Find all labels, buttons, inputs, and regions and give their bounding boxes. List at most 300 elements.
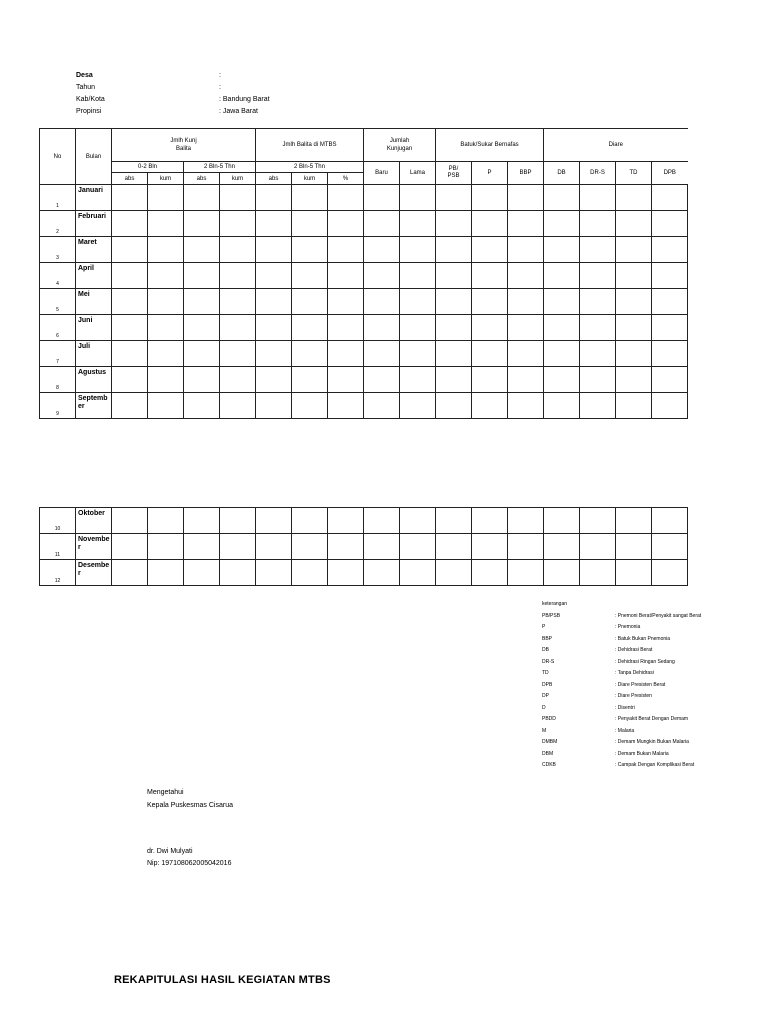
data-cell[interactable] (328, 237, 364, 263)
row-number: 4 (40, 263, 76, 289)
data-cell[interactable] (256, 367, 292, 393)
legend-item (542, 691, 688, 703)
data-cell[interactable] (580, 341, 616, 367)
legend-code: DB (542, 647, 549, 653)
data-cell[interactable] (220, 237, 256, 263)
kum-3: kum (292, 173, 328, 185)
data-cell[interactable] (220, 185, 256, 211)
data-cell[interactable] (436, 367, 472, 393)
data-cell[interactable] (292, 393, 328, 419)
data-cell[interactable] (112, 534, 148, 560)
table-row (40, 237, 688, 263)
data-cell[interactable] (616, 289, 652, 315)
data-cell[interactable] (112, 211, 148, 237)
kab-value: : Bandung Barat (219, 96, 270, 103)
data-cell[interactable] (184, 263, 220, 289)
propinsi-label: Propinsi (76, 108, 102, 115)
data-cell[interactable] (616, 341, 652, 367)
table-row (40, 211, 688, 237)
data-cell[interactable] (220, 560, 256, 586)
legend-desc: : Tanpa Dehidrasi (615, 670, 654, 676)
legend-title: keterangan (542, 601, 568, 607)
data-cell[interactable] (328, 393, 364, 419)
data-cell[interactable] (652, 211, 688, 237)
data-cell[interactable] (184, 534, 220, 560)
data-cell[interactable] (544, 185, 580, 211)
row-number: 11 (40, 534, 76, 560)
data-cell[interactable] (400, 341, 436, 367)
data-cell[interactable] (472, 185, 508, 211)
legend-code: DPB (542, 681, 553, 688)
data-cell[interactable] (544, 534, 580, 560)
data-cell[interactable] (436, 185, 472, 211)
legend-desc: : Diare Presisten (615, 693, 652, 699)
data-cell[interactable] (292, 211, 328, 237)
data-cell[interactable] (256, 263, 292, 289)
desa-label: Desa (76, 72, 93, 79)
legend-item (542, 680, 688, 692)
data-cell[interactable] (652, 367, 688, 393)
data-cell[interactable] (400, 315, 436, 341)
col-jumlah-header: Jumlah Kunjugan (364, 129, 436, 162)
legend-item (542, 622, 688, 634)
data-cell[interactable] (508, 341, 544, 367)
data-cell[interactable] (508, 534, 544, 560)
month-name: Februari (76, 211, 112, 237)
col-drs: DR-S (580, 162, 616, 185)
data-cell[interactable] (220, 289, 256, 315)
data-cell[interactable] (652, 341, 688, 367)
legend-desc: : Batuk Bukan Pnemonia (615, 635, 671, 642)
month-name: Mei (76, 289, 112, 315)
data-cell[interactable] (184, 237, 220, 263)
data-cell[interactable] (364, 367, 400, 393)
data-cell[interactable] (328, 185, 364, 211)
data-cell[interactable] (436, 237, 472, 263)
data-cell[interactable] (580, 185, 616, 211)
data-cell[interactable] (148, 560, 184, 586)
table-row (40, 289, 688, 315)
month-name: Agustus (76, 367, 112, 393)
kepala-role: Kepala Puskesmas Cisarua (147, 802, 233, 809)
legend-desc: : Pnemoni Berat/Penyakit sangat Berat (615, 612, 702, 619)
data-cell[interactable] (652, 508, 688, 534)
data-cell[interactable] (184, 185, 220, 211)
document-title: REKAPITULASI HASIL KEGIATAN MTBS (114, 974, 331, 986)
legend-item (542, 611, 702, 623)
table-row (40, 367, 688, 393)
data-cell[interactable] (148, 393, 184, 419)
col-no-header: No (40, 129, 76, 185)
row-number: 12 (40, 560, 76, 586)
data-cell[interactable] (112, 289, 148, 315)
data-cell[interactable] (184, 211, 220, 237)
data-cell[interactable] (112, 237, 148, 263)
col-bulan-header: Bulan (76, 129, 112, 185)
month-name: Januari (76, 185, 112, 211)
data-cell[interactable] (580, 534, 616, 560)
data-cell[interactable] (580, 367, 616, 393)
legend-item (542, 737, 688, 749)
data-cell[interactable] (400, 263, 436, 289)
data-cell[interactable] (616, 393, 652, 419)
data-cell[interactable] (292, 508, 328, 534)
data-cell[interactable] (148, 508, 184, 534)
data-cell[interactable] (328, 341, 364, 367)
row-number: 2 (40, 211, 76, 237)
data-cell[interactable] (508, 237, 544, 263)
data-cell[interactable] (616, 185, 652, 211)
month-name: Oktober (76, 508, 112, 534)
data-cell[interactable] (220, 367, 256, 393)
data-cell[interactable] (112, 185, 148, 211)
legend-code: M (542, 727, 547, 734)
data-cell[interactable] (292, 534, 328, 560)
data-cell[interactable] (148, 367, 184, 393)
data-cell[interactable] (256, 393, 292, 419)
data-cell[interactable] (544, 341, 580, 367)
row-number: 10 (40, 508, 76, 534)
data-cell[interactable] (364, 289, 400, 315)
data-cell[interactable] (616, 367, 652, 393)
data-cell[interactable] (472, 367, 508, 393)
data-cell[interactable] (148, 315, 184, 341)
data-cell[interactable] (292, 185, 328, 211)
legend-code: DBM (542, 750, 554, 757)
legend-code: TD (542, 670, 549, 676)
data-cell[interactable] (364, 560, 400, 586)
month-name: November (76, 534, 112, 560)
legend-code: P (542, 624, 546, 630)
data-cell[interactable] (220, 341, 256, 367)
data-cell[interactable] (256, 508, 292, 534)
data-cell[interactable] (436, 211, 472, 237)
data-cell[interactable] (328, 263, 364, 289)
legend-item (542, 714, 688, 726)
data-cell[interactable] (616, 315, 652, 341)
data-cell[interactable] (508, 289, 544, 315)
data-cell[interactable] (544, 560, 580, 586)
data-cell[interactable] (400, 534, 436, 560)
data-cell[interactable] (256, 560, 292, 586)
data-cell[interactable] (616, 508, 652, 534)
abs-3: abs (256, 173, 292, 185)
data-cell[interactable] (364, 508, 400, 534)
data-cell[interactable] (328, 367, 364, 393)
col-p: P (472, 162, 508, 185)
data-cell[interactable] (616, 560, 652, 586)
col-batuk-header: Batuk/Sukar Bernafas (436, 129, 544, 162)
data-cell[interactable] (436, 289, 472, 315)
data-cell[interactable] (508, 211, 544, 237)
data-cell[interactable] (436, 341, 472, 367)
data-cell[interactable] (292, 237, 328, 263)
col-bbp: BBP (508, 162, 544, 185)
data-cell[interactable] (256, 185, 292, 211)
data-cell[interactable] (184, 508, 220, 534)
month-name: September (76, 393, 112, 419)
data-cell[interactable] (652, 237, 688, 263)
data-cell[interactable] (508, 315, 544, 341)
data-cell[interactable] (508, 185, 544, 211)
data-cell[interactable] (652, 315, 688, 341)
legend-desc: : Penyakit Berat Dengan Demam (615, 716, 689, 722)
legend (542, 599, 702, 772)
data-cell[interactable] (472, 341, 508, 367)
sub-2bln-5thn-a: 2 Bln-5 Thn (184, 162, 256, 173)
data-cell[interactable] (652, 289, 688, 315)
row-number: 8 (40, 367, 76, 393)
data-cell[interactable] (184, 315, 220, 341)
row-number: 3 (40, 237, 76, 263)
sub-2bln-5thn-b: 2 Bln-5 Thn (256, 162, 364, 173)
data-cell[interactable] (472, 263, 508, 289)
legend-item (542, 645, 688, 657)
row-number: 1 (40, 185, 76, 211)
data-cell[interactable] (328, 560, 364, 586)
data-cell[interactable] (256, 341, 292, 367)
legend-desc: : Pnemonia (615, 624, 641, 630)
data-cell[interactable] (328, 315, 364, 341)
col-kunj-header: Jmlh Kunj Balita (112, 129, 256, 162)
col-lama: Lama (400, 162, 436, 185)
month-name: Desember (76, 560, 112, 586)
data-cell[interactable] (112, 560, 148, 586)
data-cell[interactable] (472, 508, 508, 534)
data-cell[interactable] (400, 367, 436, 393)
table-row (40, 341, 688, 367)
data-cell[interactable] (292, 560, 328, 586)
legend-desc: : Demam Bukan Malaria (615, 750, 669, 757)
data-cell[interactable] (328, 508, 364, 534)
rekap-table-bottom (39, 507, 688, 586)
data-cell[interactable] (436, 263, 472, 289)
kab-label: Kab/Kota (76, 96, 105, 103)
table-row (40, 393, 688, 419)
data-cell[interactable] (184, 341, 220, 367)
data-cell[interactable] (148, 263, 184, 289)
data-cell[interactable] (220, 534, 256, 560)
data-cell[interactable] (508, 560, 544, 586)
data-cell[interactable] (184, 367, 220, 393)
legend-item (542, 726, 688, 738)
data-cell[interactable] (472, 315, 508, 341)
data-cell[interactable] (112, 508, 148, 534)
table-row (40, 263, 688, 289)
data-cell[interactable] (508, 263, 544, 289)
legend-item (542, 749, 688, 761)
data-cell[interactable] (364, 393, 400, 419)
kum-2: kum (220, 173, 256, 185)
percent: % (328, 173, 364, 185)
data-cell[interactable] (580, 289, 616, 315)
desa-value: : (219, 72, 221, 79)
data-cell[interactable] (400, 560, 436, 586)
data-cell[interactable] (112, 263, 148, 289)
row-number: 5 (40, 289, 76, 315)
data-cell[interactable] (112, 367, 148, 393)
row-number: 6 (40, 315, 76, 341)
month-name: Maret (76, 237, 112, 263)
tahun-value: : (219, 84, 221, 91)
mengetahui-text: Mengetahui (147, 789, 184, 796)
legend-desc: : Dehidrasi Berat (615, 647, 653, 653)
data-cell[interactable] (364, 534, 400, 560)
data-cell[interactable] (400, 289, 436, 315)
data-cell[interactable] (256, 211, 292, 237)
data-cell[interactable] (544, 315, 580, 341)
data-cell[interactable] (364, 315, 400, 341)
data-cell[interactable] (220, 508, 256, 534)
data-cell[interactable] (184, 393, 220, 419)
data-cell[interactable] (328, 211, 364, 237)
legend-code: DP (542, 693, 549, 699)
data-cell[interactable] (544, 211, 580, 237)
data-cell[interactable] (400, 393, 436, 419)
data-cell[interactable] (436, 508, 472, 534)
data-cell[interactable] (472, 393, 508, 419)
sub-0-2-bln: 0-2 Bln (112, 162, 184, 173)
data-cell[interactable] (652, 534, 688, 560)
legend-item (542, 634, 688, 646)
data-cell[interactable] (580, 237, 616, 263)
abs-1: abs (112, 173, 148, 185)
data-cell[interactable] (580, 560, 616, 586)
legend-desc: : Diare Presisten Berat (615, 681, 666, 688)
data-cell[interactable] (472, 560, 508, 586)
tahun-label: Tahun (76, 84, 96, 91)
legend-desc: : Disentri (615, 704, 635, 711)
legend-code: BBP (542, 635, 553, 642)
legend-code: DR-S (542, 658, 555, 665)
month-name: April (76, 263, 112, 289)
data-cell[interactable] (148, 185, 184, 211)
data-cell[interactable] (544, 289, 580, 315)
data-cell[interactable] (472, 534, 508, 560)
data-cell[interactable] (220, 263, 256, 289)
data-cell[interactable] (652, 185, 688, 211)
data-cell[interactable] (616, 211, 652, 237)
data-cell[interactable] (508, 367, 544, 393)
data-cell[interactable] (292, 289, 328, 315)
data-cell[interactable] (400, 211, 436, 237)
month-name: Juli (76, 341, 112, 367)
data-cell[interactable] (580, 315, 616, 341)
data-cell[interactable] (292, 367, 328, 393)
legend-code: CDKB (542, 762, 556, 768)
data-cell[interactable] (112, 315, 148, 341)
data-cell[interactable] (220, 393, 256, 419)
signer-name: dr. Dwi Mulyati (147, 848, 193, 855)
data-cell[interactable] (256, 534, 292, 560)
propinsi-value: : Jawa Barat (219, 108, 258, 115)
data-cell[interactable] (616, 237, 652, 263)
data-cell[interactable] (292, 341, 328, 367)
data-cell[interactable] (400, 508, 436, 534)
data-cell[interactable] (148, 341, 184, 367)
data-cell[interactable] (220, 211, 256, 237)
data-cell[interactable] (472, 211, 508, 237)
data-cell[interactable] (148, 534, 184, 560)
data-cell[interactable] (148, 237, 184, 263)
legend-desc: : Campak Dengan Komplikasi Berat (615, 762, 695, 768)
data-cell[interactable] (472, 237, 508, 263)
data-cell[interactable] (436, 393, 472, 419)
col-diare-header: Diare (544, 129, 688, 162)
data-cell[interactable] (400, 237, 436, 263)
table-row (40, 185, 688, 211)
data-cell[interactable] (508, 508, 544, 534)
data-cell[interactable] (472, 289, 508, 315)
data-cell[interactable] (652, 263, 688, 289)
col-baru: Baru (364, 162, 400, 185)
data-cell[interactable] (652, 393, 688, 419)
data-cell[interactable] (652, 560, 688, 586)
col-mtbs-header: Jmlh Balita di MTBS (256, 129, 364, 162)
col-db: DB (544, 162, 580, 185)
legend-desc: : Dehidrasi Ringan Sedang (615, 658, 675, 665)
data-cell[interactable] (148, 211, 184, 237)
col-dpb: DPB (652, 162, 688, 185)
data-cell[interactable] (616, 263, 652, 289)
data-cell[interactable] (544, 508, 580, 534)
data-cell[interactable] (544, 237, 580, 263)
data-cell[interactable] (580, 393, 616, 419)
legend-desc: : Malaria (615, 727, 635, 734)
data-cell[interactable] (544, 263, 580, 289)
signer-nip: Nip: 197108062005042016 (147, 860, 232, 867)
data-cell[interactable] (184, 560, 220, 586)
data-cell[interactable] (328, 289, 364, 315)
data-cell[interactable] (220, 315, 256, 341)
data-cell[interactable] (292, 315, 328, 341)
row-number: 7 (40, 341, 76, 367)
data-cell[interactable] (580, 211, 616, 237)
data-cell[interactable] (256, 289, 292, 315)
data-cell[interactable] (184, 289, 220, 315)
data-cell[interactable] (544, 367, 580, 393)
data-cell[interactable] (436, 534, 472, 560)
row-number: 9 (40, 393, 76, 419)
data-cell[interactable] (364, 263, 400, 289)
data-cell[interactable] (364, 237, 400, 263)
kum-1: kum (148, 173, 184, 185)
data-cell[interactable] (580, 508, 616, 534)
data-cell[interactable] (112, 341, 148, 367)
legend-code: PB/PSB (542, 612, 561, 619)
data-cell[interactable] (256, 237, 292, 263)
data-cell[interactable] (508, 393, 544, 419)
data-cell[interactable] (400, 185, 436, 211)
data-cell[interactable] (148, 289, 184, 315)
data-cell[interactable] (616, 534, 652, 560)
data-cell[interactable] (364, 211, 400, 237)
data-cell[interactable] (436, 560, 472, 586)
table-row (40, 560, 688, 586)
data-cell[interactable] (292, 263, 328, 289)
rekap-table-top (39, 128, 688, 419)
data-cell[interactable] (364, 185, 400, 211)
data-cell[interactable] (436, 315, 472, 341)
data-cell[interactable] (328, 534, 364, 560)
legend-code: DMBM (542, 739, 558, 745)
table-row (40, 315, 688, 341)
data-cell[interactable] (364, 341, 400, 367)
data-cell[interactable] (544, 393, 580, 419)
data-cell[interactable] (112, 393, 148, 419)
data-cell[interactable] (580, 263, 616, 289)
data-cell[interactable] (256, 315, 292, 341)
